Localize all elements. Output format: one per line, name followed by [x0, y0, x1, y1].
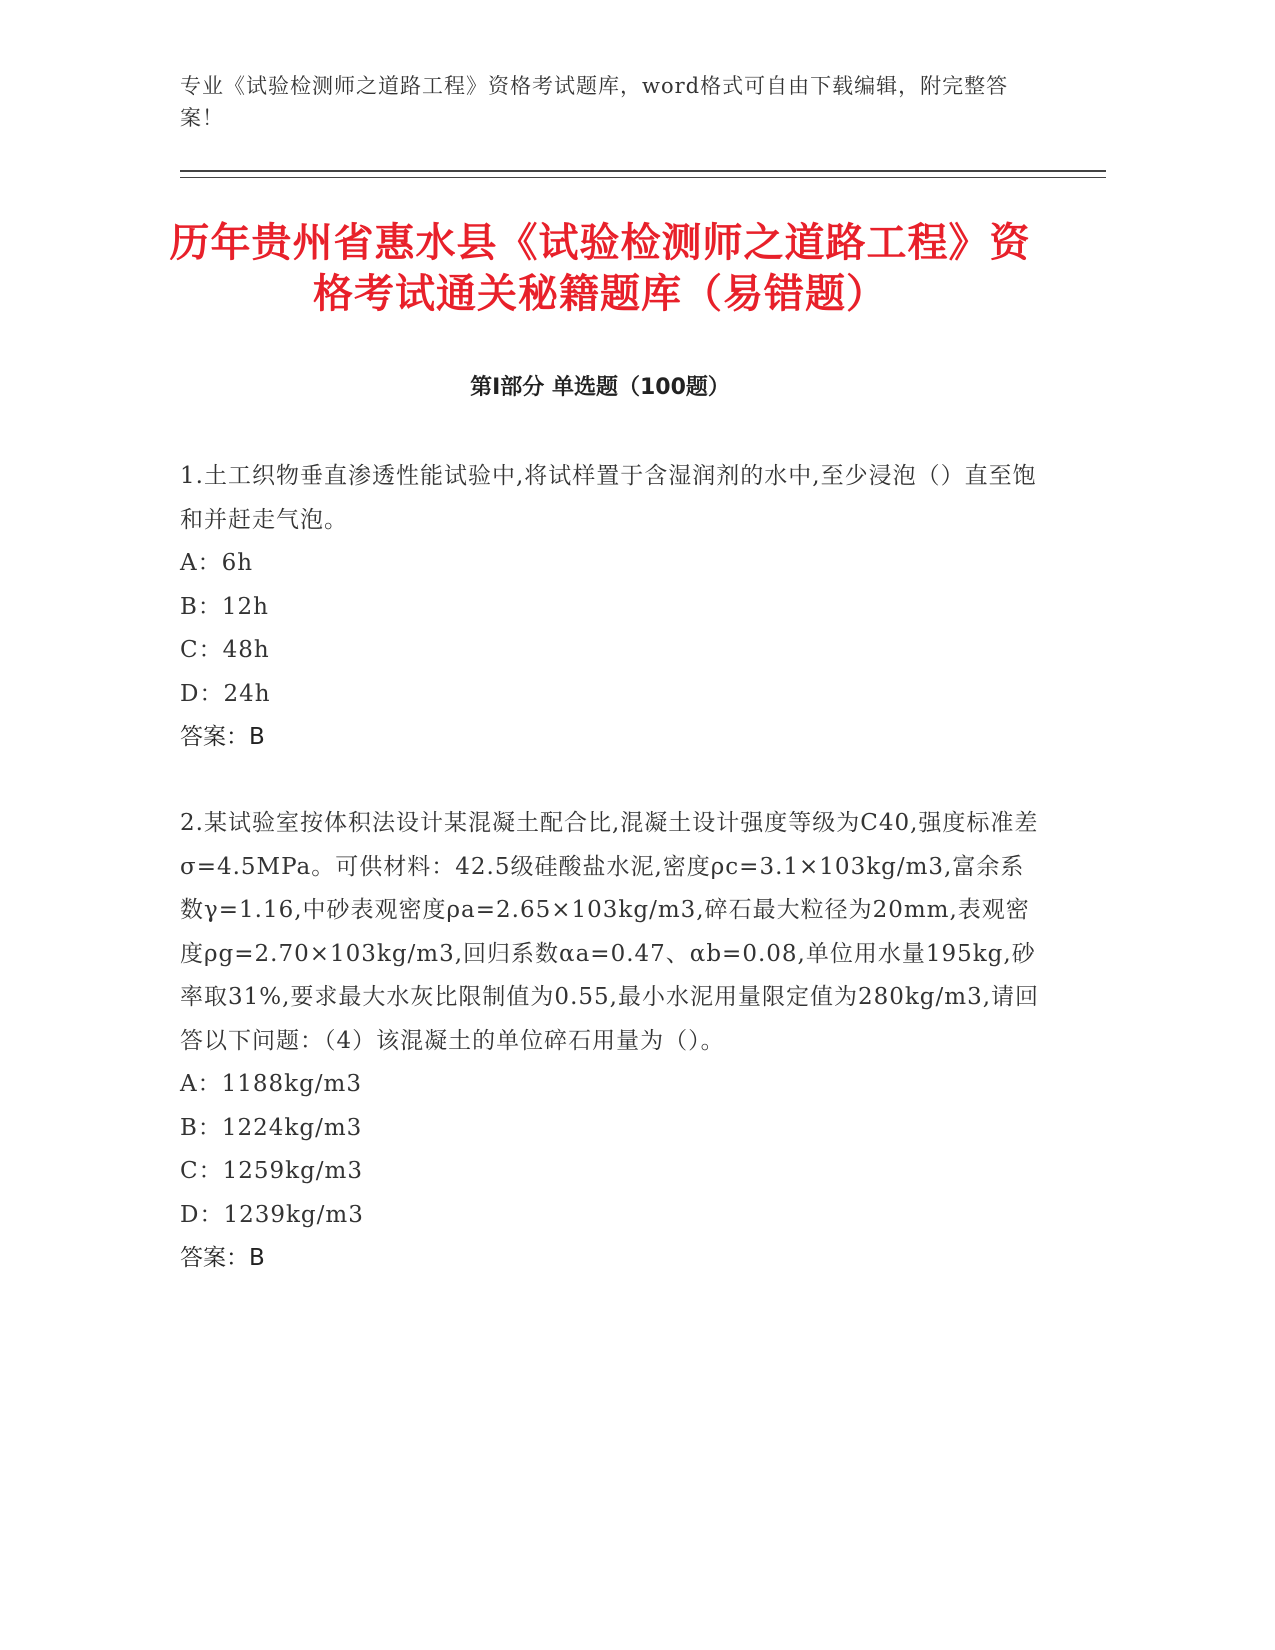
question-stem: 1.土工织物垂直渗透性能试验中,将试样置于含湿润剂的水中,至少浸泡（）直至饱和并赶走气泡。 [180, 463, 1037, 533]
option-c: C：48h [180, 637, 270, 663]
option-d: D：24h [180, 680, 271, 707]
option-d: D：1239kg/m3 [180, 1201, 364, 1228]
header-rule-thick [180, 170, 1106, 172]
option-b: B：12h [180, 593, 269, 620]
option-a: A：1188kg/m3 [180, 1071, 362, 1097]
header-rule-thin [180, 177, 1106, 178]
option-a: A：6h [180, 550, 254, 576]
header-note: 专业《试验检测师之道路工程》资格考试题库，word格式可自由下载编辑，附完整答案！ [180, 74, 1009, 130]
question-2 [180, 802, 1040, 1281]
question-stem: 2.某试验室按体积法设计某混凝土配合比,混凝土设计强度等级为C40,强度标准差σ=4.5MPa。可供材料：42.5级硅酸盐水泥,密度ρc=3.1×103kg/m3,富余系数γ=1.16,中砂表观密度ρa=2.65×103kg/m3,碎石最大粒径为20mm,表观密度ρg=2.70×103kg/m3,回归系数αa=0.47、αb=0.08,单位用水量195kg,砂率取31%,要求最大水灰比限制值为0.55,最小水泥用量限定值为280kg/m3,请回答以下问题：（4）该混凝土的单位碎石用量为（）。 [180, 810, 1040, 1054]
option-c: C：1259kg/m3 [180, 1158, 363, 1184]
question-1 [180, 455, 1040, 760]
answer: 答案：B [180, 724, 265, 750]
document-title: 历年贵州省惠水县《试验检测师之道路工程》资格考试通关秘籍题库（易错题） [169, 220, 1031, 317]
answer: 答案：B [180, 1245, 265, 1271]
section-heading: 第I部分 单选题（100题） [470, 375, 730, 400]
option-b: B：1224kg/m3 [180, 1114, 363, 1141]
